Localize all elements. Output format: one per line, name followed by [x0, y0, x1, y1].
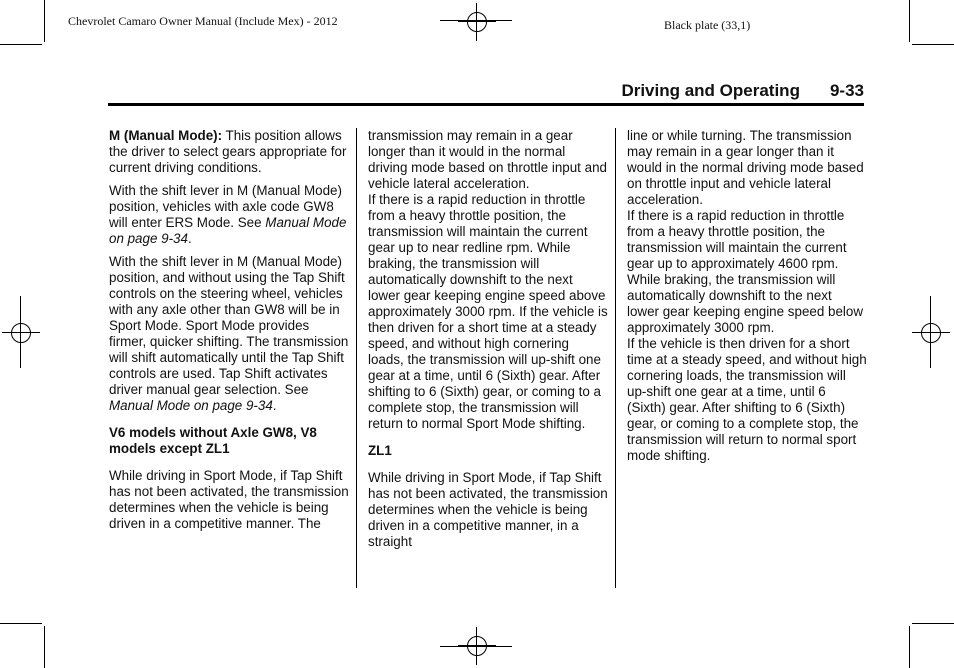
- crop-mark-bottom-left-h: [0, 623, 42, 624]
- paragraph: line or while turning. The transmission may remain in a gear longer than it would in the normal driving mode based on throttle input and vehicle lateral acceleration.: [627, 128, 864, 207]
- paragraph-text: This position allows the driver to select gears appropriate for current driving conditions.: [109, 128, 347, 175]
- column-divider: [615, 128, 616, 588]
- registration-mark-left: [2, 314, 40, 352]
- section-header: [621, 81, 864, 101]
- paragraph: While driving in Sport Mode, if Tap Shift has not been activated, the transmission determines when the vehicle is being driven in a competitive manner. The: [109, 468, 349, 531]
- paragraph-text: With the shift lever in M (Manual Mode) position, and without using the Tap Shift controls on the steering wheel, vehicles with any axle other than GW8 will be in Sport Mode. Sport Mode provides firmer, quicker shifting. The transmission will shift automatically until the Tap Shift controls are used. Tap Shift activates driver manual gear selection. See: [109, 254, 349, 397]
- crop-mark-top-right-v: [909, 0, 910, 42]
- paragraph-text: With the shift lever in M (Manual Mode) position, vehicles with axle code GW8 will enter ERS Mode. See: [109, 183, 342, 230]
- print-header-plate: Black plate (33,1): [664, 18, 751, 32]
- subheading: V6 models without Axle GW8, V8 models except ZL1: [109, 425, 317, 456]
- paragraph: [109, 183, 349, 247]
- registration-mark-bottom: [458, 627, 496, 665]
- column-divider: [356, 128, 357, 588]
- crop-mark-top-left-h: [0, 44, 42, 45]
- print-header-title: Chevrolet Camaro Owner Manual (Include Mex) - 2012: [68, 14, 338, 28]
- crop-mark-bottom-right-h: [912, 623, 954, 624]
- cross-reference-link[interactable]: Manual Mode on page 9-34: [109, 215, 347, 246]
- section-title: Driving and Operating: [621, 81, 800, 100]
- paragraph: [109, 254, 349, 414]
- paragraph: transmission may remain in a gear longer than it would in the normal driving mode based on throttle input and vehicle lateral acceleration.: [368, 128, 607, 191]
- text-column-2: [368, 128, 608, 550]
- registration-mark-right: [912, 314, 950, 352]
- crop-mark-top-left-v: [44, 0, 45, 42]
- term-label: M (Manual Mode):: [109, 128, 223, 143]
- text-column-1: [109, 128, 349, 532]
- registration-mark-top: [458, 3, 496, 41]
- punctuation: .: [187, 231, 192, 246]
- crop-mark-bottom-right-v: [909, 626, 910, 668]
- crop-mark-bottom-left-v: [44, 626, 45, 668]
- paragraph: While driving in Sport Mode, if Tap Shift has not been activated, the transmission determines when the vehicle is being driven in a competitive manner, in a straight: [368, 470, 608, 549]
- text-column-3: [627, 128, 867, 464]
- crop-mark-top-right-h: [912, 44, 954, 45]
- paragraph: [109, 128, 349, 176]
- header-rule: [108, 103, 864, 106]
- paragraph: If there is a rapid reduction in throttle from a heavy throttle position, the transmission will maintain the current gear up to approximately 4600 rpm. While braking, the transmission will automatically downshift to the next lower gear keeping engine speed below approximately 3000 rpm.: [627, 208, 863, 335]
- page-number: 9-33: [829, 81, 864, 100]
- paragraph: If there is a rapid reduction in throttle from a heavy throttle position, the transmission will maintain the current gear up to near redline rpm. While braking, the transmission will automatically downshift to the next lower gear keeping engine speed above approximately 3000 rpm. If the vehicle is then driven for a short time at a steady speed, and without high cornering loads, the transmission will up-shift one gear at a time, until 6 (Sixth) gear. After shifting to 6 (Sixth) gear, or coming to a complete stop, the transmission will return to normal Sport Mode shifting.: [368, 192, 608, 431]
- punctuation: .: [272, 398, 277, 413]
- cross-reference-link[interactable]: Manual Mode on page 9-34: [109, 398, 273, 413]
- subheading: ZL1: [368, 443, 392, 458]
- paragraph: If the vehicle is then driven for a short time at a steady speed, and without high cornering loads, the transmission will up-shift one gear at a time, until 6 (Sixth) gear. After shifting to 6 (Sixth) gear, or coming to a complete stop, the transmission will return to normal sport mode shifting.: [627, 336, 867, 463]
